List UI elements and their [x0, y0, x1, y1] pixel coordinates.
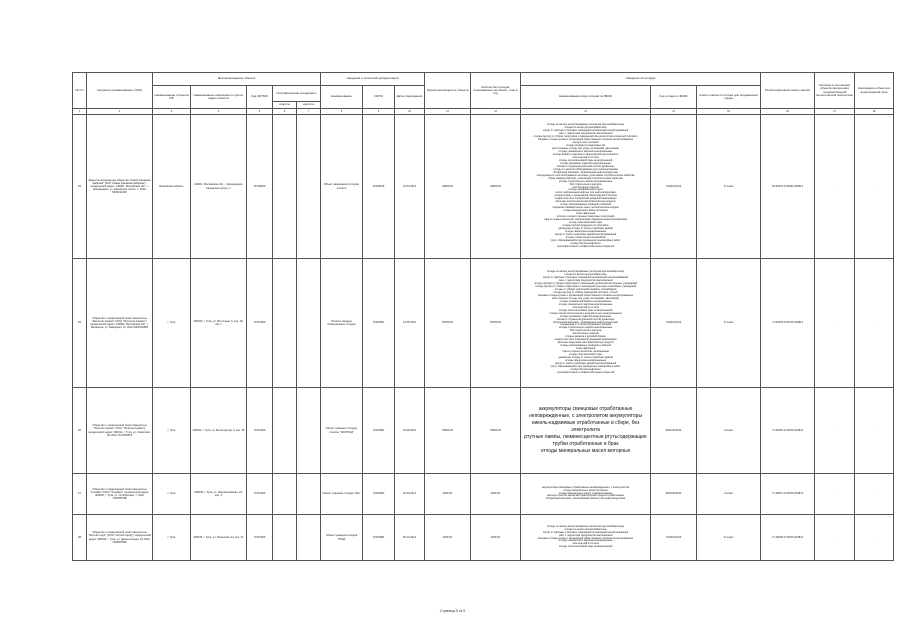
- row-project-name: Объект хранения отходов, полигон "ЭКОГРАД": [321, 388, 363, 474]
- header-capacity-unit: Количество отходов, принимаемых на объект, тонн в год: [471, 73, 521, 109]
- header-lon: долгота: [297, 102, 321, 109]
- waste-line: шлак сварочный: [575, 212, 596, 216]
- row-hazard-class: IV класс: [697, 515, 761, 561]
- row-project-date: 05.10.2014: [395, 515, 425, 561]
- header-reg: Регистрационный номер записи: [761, 73, 815, 109]
- waste-line: отходы минеральных масел моторных: [563, 209, 608, 213]
- waste-line: отходы (мусор) от уборки территории и помещений объектов оптово-розничной торговли: [533, 135, 638, 139]
- waste-line: отходы битума нефтяного: [570, 367, 601, 371]
- waste-line: фильтры очистки масла автотранспортных средств: [555, 200, 616, 204]
- row-reg-number: 71-00037-Х-00479-010814: [761, 474, 815, 515]
- waste-line: тара из черных металлов, загрязненная: [562, 350, 609, 354]
- column-number: 3: [153, 109, 191, 115]
- waste-line: обтирочный материал, загрязнённый нефтью или нефтепродуктами: [545, 497, 626, 501]
- waste-line: обувь кожаная рабочая, утратившая потребительские свойства: [548, 176, 623, 180]
- waste-line: грунт, образовавшийся при проведении землеройных работ: [550, 238, 621, 242]
- row-lon: [297, 115, 321, 259]
- header-waste-name: Наименование вида отходов по ФККО: [521, 86, 651, 109]
- row-project-okpo: 70187893: [363, 474, 395, 515]
- header-project-okpo: ОКПО: [363, 86, 395, 109]
- header-oktmo: Код ОКТМО: [247, 86, 273, 109]
- column-number: 2: [87, 109, 153, 115]
- row-env: -: [815, 115, 855, 259]
- waste-register-table: [72, 72, 894, 561]
- row-hazard-class: II класс: [697, 474, 761, 515]
- waste-line: отходы упаковочного картона незагрязненные: [558, 150, 613, 154]
- row-capacity: 25000,00: [425, 388, 471, 474]
- waste-line: мусор и смет уличный: [572, 141, 599, 145]
- waste-line: фильтры очистки масла автотранспортных средств отработанные: [547, 494, 624, 498]
- waste-line: лом изделий из стекла: [572, 542, 599, 546]
- row-subject: Московская область: [153, 115, 191, 259]
- row-oktmo: 70701000: [247, 474, 273, 515]
- row-project-date: 12.05.2014: [395, 259, 425, 388]
- header-lat: широта: [273, 102, 297, 109]
- row-env: -: [815, 474, 855, 515]
- waste-line: отходы изолированных проводов и кабелей: [560, 344, 611, 348]
- waste-line: отходы шлифовального круга: [568, 188, 603, 192]
- waste-line: отходы строительного щебня незагрязненные: [558, 179, 613, 183]
- row-num: 34: [73, 115, 87, 259]
- waste-line: лом изделий из стекла: [572, 155, 599, 159]
- header-capacity: Проектная мощность объекта: [425, 73, 471, 109]
- waste-line: отходы упаковочного картона незагрязненные: [558, 302, 613, 306]
- row-num: 38: [73, 515, 87, 561]
- header-zone: Нахождение объекта в водоохранной зоне: [855, 73, 894, 109]
- waste-line: спецодежда из хлопчатобумажного волокна: [559, 323, 612, 327]
- row-lat: [273, 259, 297, 388]
- row-fkko: 73111001724: [651, 115, 697, 259]
- waste-line: отходы упаковочного картона незагрязненные: [558, 539, 613, 543]
- waste-line: пищевые отходы кухонь и организаций общественного питания несортированные: [537, 293, 634, 297]
- waste-line: смет с территории предприятия малоопасный: [558, 279, 613, 283]
- row-capacity: 4000,00: [425, 515, 471, 561]
- row-reg-number: 71-00035-З-00479-010814: [761, 259, 815, 388]
- header-project-name: Наименование: [321, 86, 363, 109]
- waste-line: покрышки пневматических шин с металлическим кордом: [552, 206, 619, 210]
- table-row: [73, 115, 894, 259]
- row-project-name: Полигон твёрдых коммунальных отходов: [321, 259, 363, 388]
- waste-line: отходы строительных материалов: [565, 235, 606, 239]
- row-env: -: [815, 388, 855, 474]
- row-oktmo: 70701000: [247, 259, 273, 388]
- column-number: 18: [855, 109, 894, 115]
- page-footer: Страница 8 из 9: [439, 609, 466, 613]
- waste-line: отходы из жилищ крупногабаритные: [564, 527, 607, 531]
- waste-line: отходы кухонь и организаций общественного питания: [554, 194, 617, 198]
- waste-line: отходы от зачистки оборудования для транспортировки: [553, 167, 618, 171]
- waste-line: отходы из жилищ несортированные (исключая крупногабаритные): [546, 123, 625, 127]
- row-project-okpo: 70187892: [363, 388, 395, 474]
- row-lon: [297, 388, 321, 474]
- row-project-name: Объект хранения отходов "Эко": [321, 474, 363, 515]
- row-lat: [273, 515, 297, 561]
- row-waste-list: [521, 515, 651, 561]
- row-lon: [297, 515, 321, 561]
- column-number: 14: [651, 109, 697, 115]
- column-number: 11: [425, 109, 471, 115]
- row-project-date: 15.08.2014: [395, 388, 425, 474]
- header-object-group: Местонахождение объекта: [153, 73, 321, 86]
- row-capacity-unit: 4000,00: [471, 515, 521, 561]
- waste-line: грунт, образовавшийся при проведении землеройных работ: [550, 364, 621, 368]
- waste-line: ртутные лампы, люминесцентные ртутьсодержащие трубки отработанные и брак: [524, 434, 647, 447]
- row-subject: г. Тула: [153, 474, 191, 515]
- column-number: 10: [395, 109, 425, 115]
- column-number: 1: [73, 109, 87, 115]
- waste-line: отходы (мусор) от уборки территории и помещений учебно-воспитательных учреждений: [534, 282, 638, 286]
- waste-line: лом изделий из стекла: [572, 305, 599, 309]
- row-env: -: [815, 515, 855, 561]
- row-hazard-class: IV класс: [697, 259, 761, 388]
- row-zone: -: [855, 474, 894, 515]
- waste-line: отходы из жилищ крупногабаритные: [564, 126, 607, 130]
- waste-line: отходы из жилищ несортированные (исключая крупногабаритные): [546, 270, 625, 274]
- waste-line: растительные отходы при уходе за газонами, цветниками: [552, 296, 620, 300]
- column-number: 12: [471, 109, 521, 115]
- row-num: 35: [73, 259, 87, 388]
- waste-line: отходы пластмассовой тары: [569, 220, 603, 224]
- row-hazard-class: II класс: [697, 388, 761, 474]
- row-operator: Общество с ограниченной ответственностью "Полигон-Сервис" (ООО "Полигон-Сервис"), юридический адрес: 300012, г. Тула, ул. Советская, 20, ИНН 7107045678: [87, 388, 153, 474]
- header-env: Наличие в отношении объекта заключения государственной экологической экспертизы: [815, 73, 855, 109]
- header-num: № п/п: [73, 73, 87, 109]
- table-row: [73, 474, 894, 515]
- waste-line: отходы из жилищ несортированные (исключая крупногабаритные): [546, 524, 625, 528]
- waste-line: отходы резиновых изделий незагрязненные: [560, 161, 612, 165]
- row-zone: -: [855, 259, 894, 388]
- row-settlement: 300045, г. Тула, ул. Новомосковская, 10, кор. 3: [191, 474, 247, 515]
- waste-line: опилки и стружка натуральной чистой древесины: [556, 164, 615, 168]
- waste-line: опилки и стружка натуральной чистой древесины: [556, 317, 615, 321]
- column-number: 4: [191, 109, 247, 115]
- row-project-okpo: 70187894: [363, 515, 395, 561]
- row-operator: Общество с ограниченной ответственностью "ТулаЭко" (ООО "ТулаЭко"), юридический адрес: 300002, г. Тула, ул. Октябрьская, 7, ИНН 7105056789: [87, 474, 153, 515]
- header-settlement: Наименование населённого пункта, адрес объекта: [191, 86, 247, 109]
- header-class: Класс опасности отхода для окружающей среды: [697, 86, 761, 109]
- row-operator: Общество с ограниченной ответственностью "Экология-Сервис" (ООО "Экология-Сервис"), юридический адрес: 143900, Московская обл., г. Балашиха, ул. Заводская, 12, ИНН 5001023456: [87, 259, 153, 388]
- row-fkko: 92011001532: [651, 474, 697, 515]
- waste-line: отходы минеральных масел трансмиссионных: [558, 491, 613, 495]
- row-capacity-unit: 45000,00: [471, 115, 521, 259]
- table-row: [73, 259, 894, 388]
- row-waste-list: [521, 259, 651, 388]
- row-oktmo: 46709000: [247, 115, 273, 259]
- row-project-name: Объект хранения отходов "ГРАД": [321, 515, 363, 561]
- row-env: -: [815, 259, 855, 388]
- waste-line: спецодежда из хлопчатобумажного волокна, утратившая потребительские свойства: [536, 173, 635, 177]
- row-reg-number: 71-00036-Х-00479-010814: [761, 388, 815, 474]
- row-project-date: 01.03.2012: [395, 115, 425, 259]
- row-num: 37: [73, 474, 87, 515]
- row-zone: -: [855, 515, 894, 561]
- row-capacity-unit: 25000,00: [471, 388, 521, 474]
- waste-line: тара из черных металлов, загрязненная лакокрасочными материалами: [543, 217, 628, 221]
- column-number: 8: [321, 109, 363, 115]
- table-row: [73, 388, 894, 474]
- waste-line: обтирочный материал, загрязнённый нефтепродуктами: [553, 320, 618, 324]
- row-hazard-class: IV класс: [697, 115, 761, 259]
- waste-line: отходы строительного щебня незагрязненные: [558, 326, 613, 330]
- column-number: 9: [363, 109, 395, 115]
- row-oktmo: 70701000: [247, 515, 273, 561]
- row-fkko: 73111001724: [651, 259, 697, 388]
- waste-line: лом бетонных изделий: [572, 332, 599, 336]
- header-operator: Оператор (наименование, ИНН): [87, 73, 153, 109]
- waste-line: мусор от сноса и разборки зданий несортированный: [554, 361, 617, 365]
- waste-line: отходы (осадки) из выгребных ям: [566, 144, 606, 148]
- row-subject: г. Тула: [153, 259, 191, 388]
- waste-line: древесные отходы от сноса и разборки зданий: [558, 226, 613, 230]
- row-operator: Закрытое акционерное общество "Новая бумажная фабрика" (ЗАО "Новая бумажная фабрика"), юридический адрес: 142001, Московская обл., г. Домодедово, ул. Каширское шоссе, 1, ИНН 5009012345: [87, 115, 153, 259]
- row-num: 36: [73, 388, 87, 474]
- row-lat: [273, 115, 297, 259]
- row-operator: Общество с ограниченной ответственностью "Чистый город" (ООО "Чистый город"), юридический адрес: 300034, г. Тула, ул. Демонстрации, 15, ИНН 7106067890: [87, 515, 153, 561]
- waste-line: отходы битума нефтяного: [570, 241, 601, 245]
- row-fkko: 73111001724: [651, 515, 697, 561]
- header-coords-group: Географические координаты: [273, 86, 321, 102]
- column-number: 6: [273, 109, 297, 115]
- waste-line: отходы (мусор) от уборки территории и помещений культурно-спортивных учреждений: [534, 285, 637, 289]
- row-waste-list: [521, 388, 651, 474]
- waste-line: отходы пленки полиэтилена и изделий из нее незагрязненные: [549, 311, 622, 315]
- waste-line: отходы линолеума незагрязненные: [564, 229, 607, 233]
- row-capacity-unit: 3000,00: [471, 474, 521, 515]
- waste-line: мусор от офисных и бытовых помещений организаций несортированный: [542, 530, 629, 534]
- header-subject: Наименование субъекта РФ: [153, 86, 191, 109]
- row-reg-number: 50-00034-З-00592-250914: [761, 115, 815, 259]
- waste-line: песок, загрязненный нефтью или нефтепродуктами: [555, 191, 616, 195]
- row-settlement: 300026, г. Тула, ул. Восточная, 5, кор. 18, оф. 7: [191, 259, 247, 388]
- row-lat: [273, 474, 297, 515]
- row-settlement: 300041, г. Тула, ул. Металлургов, 3, кор. 15: [191, 388, 247, 474]
- waste-line: пищевые отходы кухонь и организаций общественного питания несортированные: [537, 138, 634, 142]
- waste-line: отходы минеральных масел моторных: [540, 448, 631, 454]
- row-zone: -: [855, 115, 894, 259]
- row-waste-list: [521, 115, 651, 259]
- row-lat: [273, 388, 297, 474]
- header-waste-group: Сведения об отходах: [521, 73, 761, 86]
- row-capacity-unit: 87000,00: [471, 259, 521, 388]
- row-waste-list: [521, 474, 651, 515]
- waste-line: отходы изолированных проводов и кабелей: [560, 203, 611, 207]
- column-number: 13: [521, 109, 651, 115]
- waste-line: шлак сварочный: [575, 347, 596, 351]
- waste-line: фильтры воздушные автотранспортных средств: [557, 341, 614, 345]
- waste-line: лом асфальтовых и асфальтобетонных покрытий: [556, 370, 615, 374]
- row-lon: [297, 474, 321, 515]
- waste-line: бой строительного кирпича: [569, 182, 602, 186]
- waste-line: мусор от офисных и бытовых помещений организаций несортированный: [542, 276, 629, 280]
- waste-line: отходы минеральных масел моторных: [563, 488, 608, 492]
- row-subject: г. Тула: [153, 515, 191, 561]
- header-project-date: Дата утверждения: [395, 86, 425, 109]
- column-number: 7: [297, 109, 321, 115]
- row-oktmo: 70701000: [247, 388, 273, 474]
- waste-line: отходы резиновых изделий незагрязненные: [560, 314, 612, 318]
- column-number: 5: [247, 109, 273, 115]
- waste-line: осадок очистных сооружений дождевой канализации: [554, 338, 617, 342]
- row-project-name: Объект размещения отходов, полигон: [321, 115, 363, 259]
- row-subject: г. Тула: [153, 388, 191, 474]
- waste-line: отходы цемента в кусковой форме: [565, 335, 606, 339]
- column-number: 15: [697, 109, 761, 115]
- waste-line: отходы упаковочной бумаги незагрязненные: [559, 299, 612, 303]
- header-project-group: Сведения о проектной документации: [321, 73, 425, 86]
- row-project-okpo: 70187891: [363, 259, 395, 388]
- waste-line: отходы от уборки территорий кладбищ, колумбариев: [554, 288, 617, 292]
- waste-line: отходы бумаги и картона от канцелярской деятельности: [552, 153, 619, 157]
- waste-line: смет с территории предприятия малоопасный: [558, 132, 613, 136]
- row-project-date: 20.09.2014: [395, 474, 425, 515]
- waste-line: лом асфальтовых и асфальтобетонных покрытий: [556, 244, 615, 248]
- waste-line: осадок очистных сооружений дождевой канализации: [554, 197, 617, 201]
- waste-line: остатки и огарки стальных сварочных электродов: [556, 215, 615, 219]
- waste-line: мусор от сноса и разборки зданий несортированный: [554, 232, 617, 236]
- waste-line: отходы из жилищ крупногабаритные: [564, 273, 607, 277]
- waste-line: растительные отходы при уходе за газонами, цветниками: [552, 147, 620, 151]
- waste-line: отходы полиэтиленовой тары незагрязненной: [558, 545, 613, 549]
- row-capacity: 3000,00: [425, 474, 471, 515]
- row-settlement: 142001, Московская обл., г. Домодедово, Каширское шоссе, 1: [191, 115, 247, 259]
- waste-line: аккумуляторы свинцовые отработанные неповрежденные, с электролитом: [542, 485, 630, 489]
- row-capacity: 87000,00: [425, 259, 471, 388]
- row-settlement: 300049, г. Тула, ул. Рязанская, 44, кор. 21: [191, 515, 247, 561]
- waste-line: отходы полиэтиленовой тары незагрязненной: [558, 308, 613, 312]
- table-row: [73, 515, 894, 561]
- waste-line: отходы пластмассовой тары: [569, 353, 603, 356]
- waste-line: смет с территории предприятия малоопасный: [558, 533, 613, 537]
- column-number: 16: [761, 109, 815, 115]
- row-zone: -: [855, 388, 894, 474]
- waste-line: отходы полиэтиленовой тары незагрязненной: [558, 158, 613, 162]
- waste-line: древесные отходы от сноса и разборки зданий: [558, 355, 613, 359]
- header-fkko: Код отхода по ФККО: [651, 86, 697, 109]
- waste-line: аккумуляторы свинцовые отработанные неповрежденные, с электролитом аккумуляторы никель-кадмиевые отработанные в сборе, без электролита: [529, 406, 643, 433]
- waste-line: отходы прочей продукции из пластмасс: [562, 223, 609, 227]
- row-capacity: 45000,00: [425, 115, 471, 259]
- waste-line: отходы (мусор) от уборки помещений гостиниц, отелей: [553, 290, 618, 294]
- waste-line: лом бетонных изделий: [572, 185, 599, 189]
- waste-line: отходы линолеума незагрязненные: [564, 358, 607, 362]
- row-project-okpo: 12345678: [363, 115, 395, 259]
- row-fkko: 92011001532: [651, 388, 697, 474]
- waste-line: мусор от офисных и бытовых помещений организаций несортированный: [542, 129, 629, 133]
- column-number: 17: [815, 109, 855, 115]
- row-reg-number: 71-00038-Х-00479-010814: [761, 515, 815, 561]
- row-lon: [297, 259, 321, 388]
- waste-line: обтирочный материал, загрязнённый нефтепродуктами: [553, 170, 618, 174]
- waste-line: пищевые отходы кухонь и организаций общественного питания несортированные: [537, 536, 634, 540]
- waste-line: бой строительного кирпича: [569, 329, 602, 333]
